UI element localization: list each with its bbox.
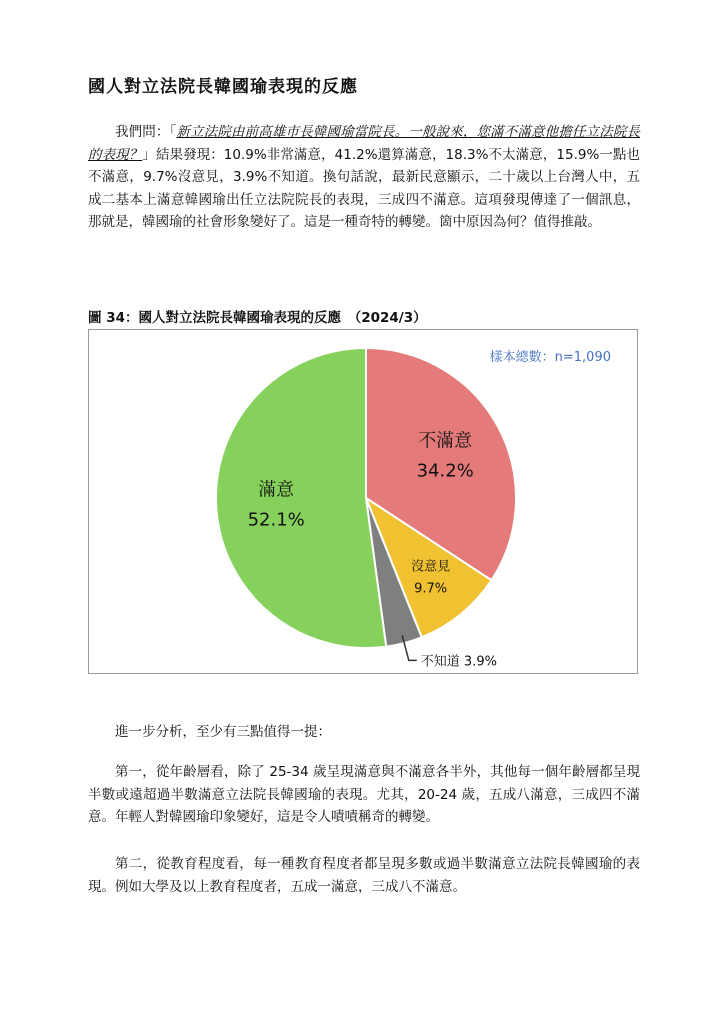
slice-label-dont-know: 不知道 3.9% xyxy=(420,654,497,670)
intro-paragraph xyxy=(88,121,640,234)
pie-chart-frame xyxy=(88,329,638,674)
survey-question: 新立法院由前高雄市長韓國瑜當院長。一般說來，您滿不滿意他擔任立法院長的表現？ xyxy=(88,124,641,163)
analysis-intro: 進一步分析，至少有三點值得一提： xyxy=(115,724,331,740)
pie-chart xyxy=(89,330,639,675)
figure-caption: 圖 34：國人對立法院長韓國瑜表現的反應 （2024/3） xyxy=(88,310,427,326)
slice-name-satisfied: 滿意 xyxy=(258,479,295,501)
slice-name-dissatisfied: 不滿意 xyxy=(418,430,473,452)
pie-slice-satisfied xyxy=(216,348,386,648)
page-title: 國人對立法院長韓國瑜表現的反應 xyxy=(88,77,358,97)
slice-value-satisfied: 52.1% xyxy=(247,509,305,531)
analysis-point-2: 第二，從教育程度看，每一種教育程度者都呈現多數或過半數滿意立法院長韓國瑜的表現。例如大學及以上教育程度者，五成一滿意，三成八不滿意。 xyxy=(88,856,640,895)
sample-size-note: 樣本總數：n=1,090 xyxy=(489,350,611,365)
slice-value-no-opinion: 9.7% xyxy=(414,581,448,597)
analysis-point-1: 第一，從年齡層看，除了 25-34 歲呈現滿意與不滿意各半外，其他每一個年齡層都呈現半數或遠超過半數滿意立法院長韓國瑜的表現。尤其，20-24 歲，五成八滿意，三成四不滿意。年輕人對韓國瑜印象變好，這是令人嘖嘖稱奇的轉變。 xyxy=(88,764,640,825)
intro-lead: 我們問：「 xyxy=(115,124,177,140)
slice-name-no-opinion: 沒意見 xyxy=(411,559,451,575)
intro-findings: 」結果發現：10.9%非常滿意，41.2%還算滿意，18.3%不太滿意，15.9%一點也不滿意，9.7%沒意見，3.9%不知道。換句話說，最新民意顯示，二十歲以上台灣人中，五成二基本上滿意韓國瑜出任立法院院長的表現，三成四不滿意。這項發現傳達了一個訊息，那就是，韓國瑜的社會形象變好了。這是一種奇特的轉變。箇中原因為何？值得推敲。 xyxy=(88,146,641,230)
slice-value-dissatisfied: 34.2% xyxy=(416,460,474,482)
